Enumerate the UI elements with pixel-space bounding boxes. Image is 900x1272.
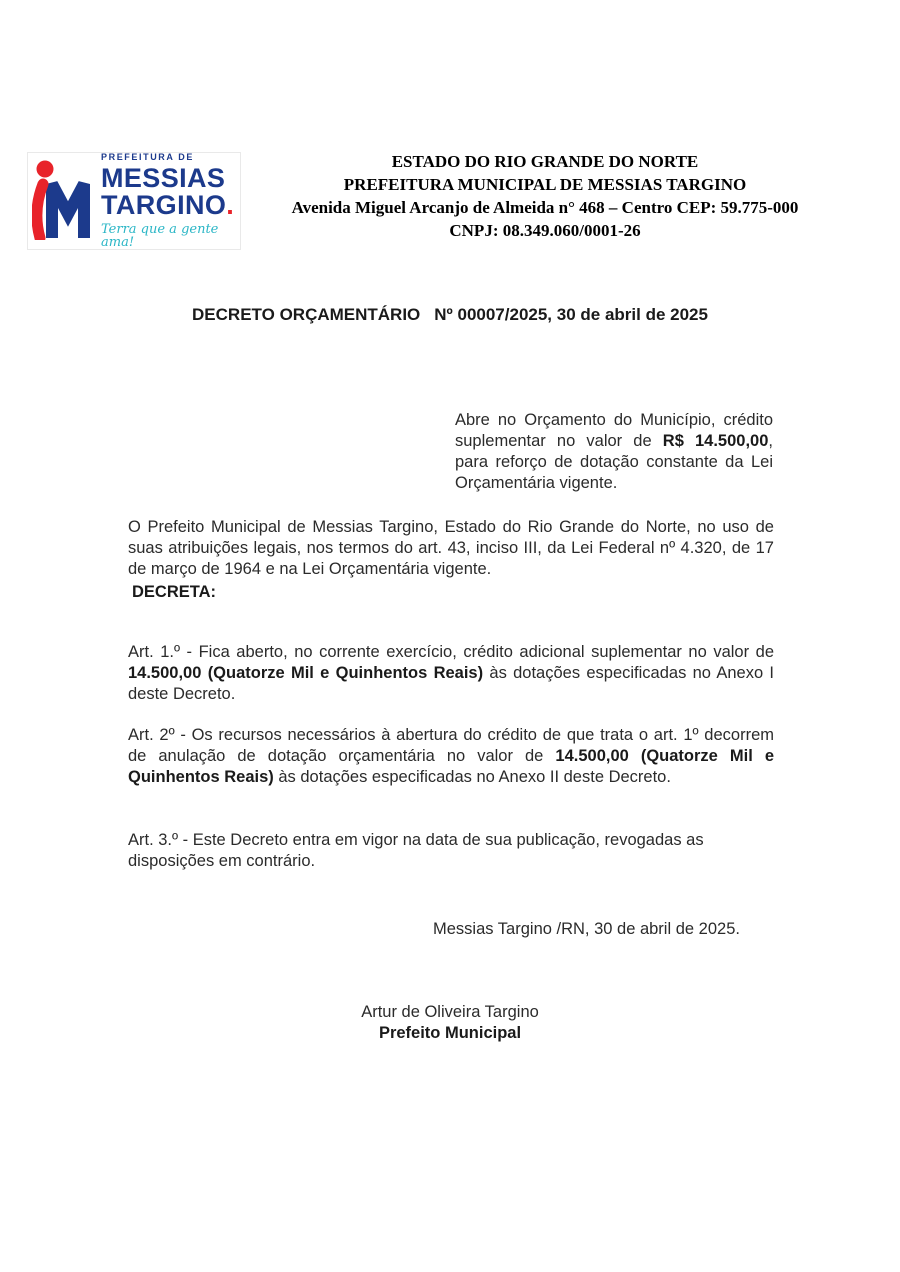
logo-name-line1: MESSIAS <box>101 163 226 193</box>
article-2-text-1: Art. 2º - Os recursos necessários à abertura do crédito de que trata o art. 1º decorrem de anulação de dotação orçamentária no valor de <box>128 725 774 765</box>
logo-tagline: Terra que a gente ama! <box>101 222 219 250</box>
letterhead <box>255 150 835 242</box>
article-2-amount: 14.500,00 (Quatorze Mil e Quinhentos Reais) <box>128 746 774 786</box>
logo-red-period: . <box>226 190 235 220</box>
letterhead-municipality: PREFEITURA MUNICIPAL DE MESSIAS TARGINO <box>343 175 747 194</box>
document-title <box>0 305 900 325</box>
article-1-paragraph <box>128 642 774 705</box>
signature-name: Artur de Oliveira Targino <box>361 1003 539 1021</box>
decreta-heading: DECRETA: <box>132 583 217 601</box>
article-1-text-1: Art. 1.º - Fica aberto, no corrente exercício, crédito adicional suplementar no valor de <box>128 642 774 661</box>
article-1-text-2: às dotações especificadas no Anexo I deste Decreto. <box>128 663 774 703</box>
logo-name-line2: TARGINO. <box>101 190 235 220</box>
article-2-text-2: às dotações especificadas no Anexo II deste Decreto. <box>273 767 671 786</box>
epigraph-paragraph <box>455 410 773 494</box>
document-title-number: Nº 00007/2025, 30 de abril de 2025 <box>434 305 708 324</box>
letterhead-state: ESTADO DO RIO GRANDE DO NORTE <box>391 152 699 171</box>
letterhead-cnpj: CNPJ: 08.349.060/0001-26 <box>449 221 641 240</box>
epigraph-text-2: , para reforço de dotação constante da Lei Orçamentária vigente. <box>455 431 773 492</box>
signature-block <box>0 1002 900 1044</box>
dateline: Messias Targino /RN, 30 de abril de 2025. <box>433 920 740 938</box>
article-3-paragraph: Art. 3.º - Este Decreto entra em vigor na data de sua publicação, revogadas as disposições em contrário. <box>128 830 704 870</box>
epigraph-amount: R$ 14.500,00 <box>662 431 769 450</box>
document-title-label: DECRETO ORÇAMENTÁRIO <box>192 305 421 324</box>
article-2-paragraph <box>128 725 774 788</box>
logo-m-person-icon <box>32 158 96 245</box>
epigraph-text-1: Abre no Orçamento do Município, crédito suplementar no valor de <box>455 410 773 450</box>
letterhead-address: Avenida Miguel Arcanjo de Almeida n° 468 – Centro CEP: 59.775-000 <box>291 198 799 217</box>
article-1-amount: 14.500,00 (Quatorze Mil e Quinhentos Reais) <box>128 663 484 682</box>
logo-prefix-text: PREFEITURA DE <box>101 152 194 162</box>
logo-wordmark <box>101 153 236 249</box>
municipality-logo <box>27 152 241 250</box>
signature-role: Prefeito Municipal <box>378 1024 522 1042</box>
preamble-paragraph: O Prefeito Municipal de Messias Targino, Estado do Rio Grande do Norte, no uso de suas atribuições legais, nos termos do art. 43, inciso III, da Lei Federal nº 4.320, de 17 de março de 1964 e na Lei Orçamentária vigente. <box>128 517 774 578</box>
